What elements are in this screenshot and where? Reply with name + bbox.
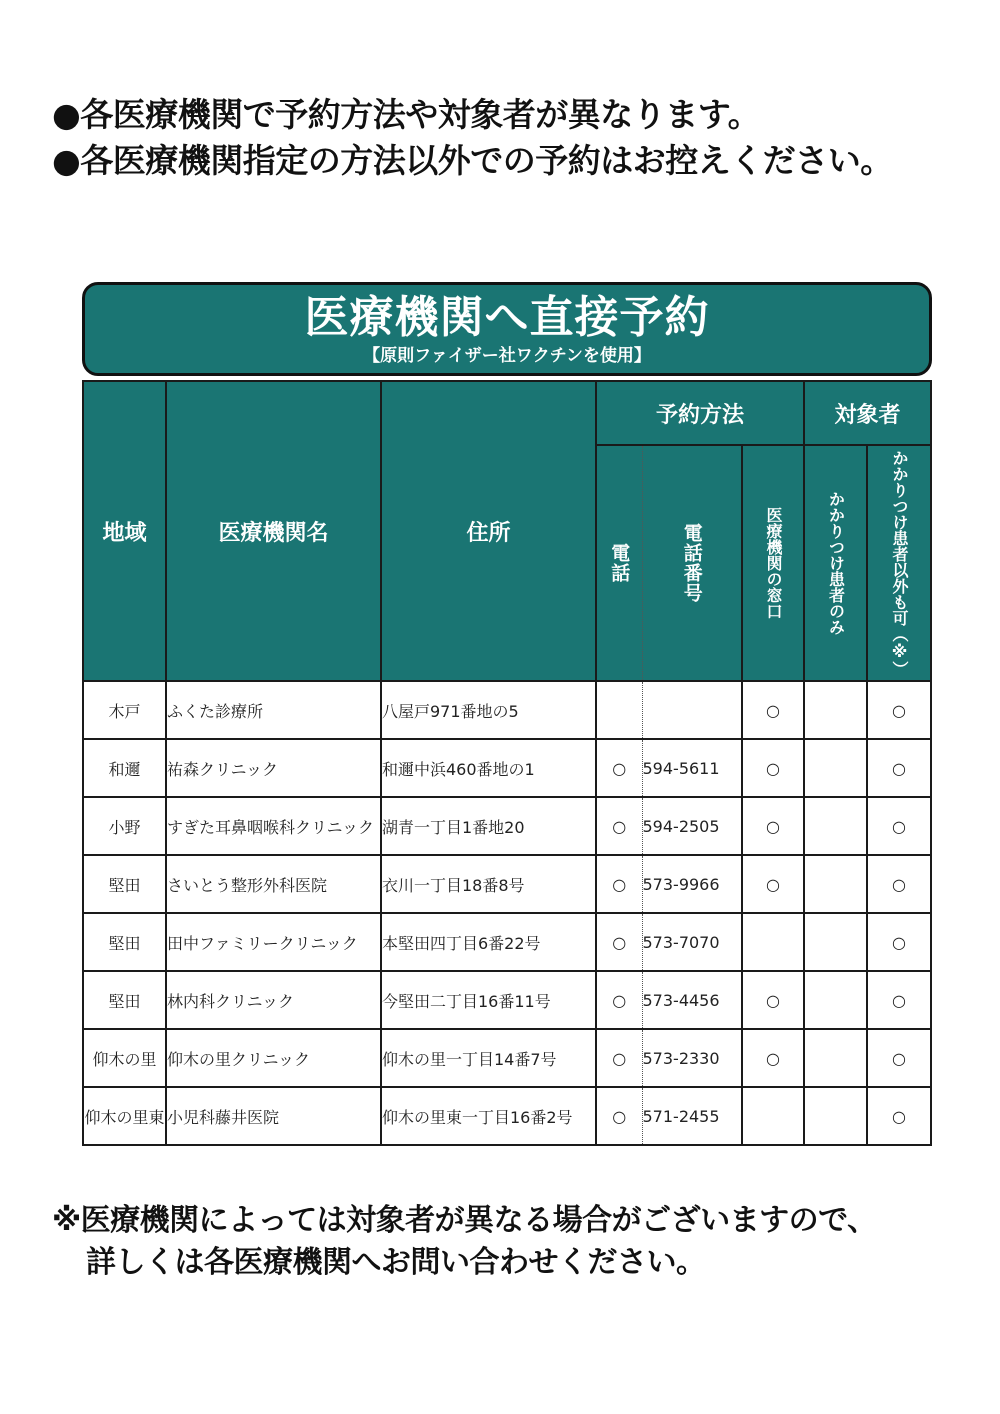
header-non-regular-ok: かかりつけ患者以外も可（※） <box>867 445 931 681</box>
cell-name: さいとう整形外科医院 <box>166 855 381 913</box>
cell-non-regular-ok: ○ <box>867 1029 931 1087</box>
cell-address: 八屋戸971番地の5 <box>381 681 596 739</box>
cell-name: 仰木の里クリニック <box>166 1029 381 1087</box>
table-row <box>83 913 931 971</box>
cell-non-regular-ok: ○ <box>867 971 931 1029</box>
cell-window <box>742 1087 804 1145</box>
cell-name: 祐森クリニック <box>166 739 381 797</box>
cell-phone: ○ <box>596 1029 642 1087</box>
cell-regular-only <box>804 855 867 913</box>
cell-name: 林内科クリニック <box>166 971 381 1029</box>
cell-non-regular-ok: ○ <box>867 913 931 971</box>
cell-window: ○ <box>742 1029 804 1087</box>
cell-region: 和邇 <box>83 739 166 797</box>
table-row <box>83 1087 931 1145</box>
cell-regular-only <box>804 681 867 739</box>
cell-address: 和邇中浜460番地の1 <box>381 739 596 797</box>
header-address: 住所 <box>381 381 596 681</box>
cell-phone-number: 573-7070 <box>642 913 742 971</box>
cell-regular-only <box>804 1087 867 1145</box>
cell-region: 仰木の里 <box>83 1029 166 1087</box>
table-row <box>83 797 931 855</box>
footer-line-1: ※医療機関によっては対象者が異なる場合がございますので、 <box>52 1203 877 1238</box>
cell-name: すぎた耳鼻咽喉科クリニック <box>166 797 381 855</box>
cell-phone-number: 573-4456 <box>642 971 742 1029</box>
header-phone: 電話 <box>596 445 642 681</box>
cell-phone: ○ <box>596 913 642 971</box>
cell-non-regular-ok: ○ <box>867 797 931 855</box>
cell-address: 仰木の里一丁目14番7号 <box>381 1029 596 1087</box>
cell-regular-only <box>804 797 867 855</box>
banner-subtitle: 【原則ファイザー社ワクチンを使用】 <box>363 346 651 366</box>
table-row <box>83 681 931 739</box>
footer-note <box>52 1200 982 1284</box>
cell-window: ○ <box>742 739 804 797</box>
notes <box>52 92 972 184</box>
cell-phone: ○ <box>596 971 642 1029</box>
cell-region: 仰木の里東 <box>83 1087 166 1145</box>
cell-name: 田中ファミリークリニック <box>166 913 381 971</box>
cell-non-regular-ok: ○ <box>867 855 931 913</box>
header-name: 医療機関名 <box>166 381 381 681</box>
cell-phone <box>596 681 642 739</box>
cell-region: 小野 <box>83 797 166 855</box>
note-line-2: ●各医療機関指定の方法以外での予約はお控えください。 <box>52 141 893 180</box>
cell-window: ○ <box>742 971 804 1029</box>
cell-phone-number <box>642 681 742 739</box>
cell-phone-number: 573-2330 <box>642 1029 742 1087</box>
cell-region: 堅田 <box>83 971 166 1029</box>
cell-address: 衣川一丁目18番8号 <box>381 855 596 913</box>
note-line-1: ●各医療機関で予約方法や対象者が異なります。 <box>52 95 761 134</box>
cell-name: 小児科藤井医院 <box>166 1087 381 1145</box>
header-region: 地域 <box>83 381 166 681</box>
cell-phone: ○ <box>596 739 642 797</box>
header-regular-only: かかりつけ患者のみ <box>804 445 867 681</box>
cell-phone-number: 571-2455 <box>642 1087 742 1145</box>
table-row <box>83 739 931 797</box>
cell-name: ふくた診療所 <box>166 681 381 739</box>
cell-window: ○ <box>742 855 804 913</box>
header-phone-number: 電話番号 <box>642 445 742 681</box>
cell-phone-number: 594-5611 <box>642 739 742 797</box>
cell-regular-only <box>804 739 867 797</box>
cell-non-regular-ok: ○ <box>867 681 931 739</box>
table-row <box>83 971 931 1029</box>
cell-region: 木戸 <box>83 681 166 739</box>
banner-title: 医療機関へ直接予約 <box>304 292 710 343</box>
cell-phone: ○ <box>596 797 642 855</box>
section-banner <box>82 282 932 376</box>
cell-region: 堅田 <box>83 913 166 971</box>
cell-address: 湖青一丁目1番地20 <box>381 797 596 855</box>
cell-non-regular-ok: ○ <box>867 739 931 797</box>
cell-address: 仰木の里東一丁目16番2号 <box>381 1087 596 1145</box>
cell-regular-only <box>804 971 867 1029</box>
header-target-group: 対象者 <box>804 381 931 445</box>
cell-non-regular-ok: ○ <box>867 1087 931 1145</box>
cell-phone: ○ <box>596 855 642 913</box>
header-method-group: 予約方法 <box>596 381 804 445</box>
clinic-table <box>82 380 932 1146</box>
cell-address: 本堅田四丁目6番22号 <box>381 913 596 971</box>
cell-regular-only <box>804 1029 867 1087</box>
cell-phone-number: 594-2505 <box>642 797 742 855</box>
table-row <box>83 1029 931 1087</box>
header-window: 医療機関の窓口 <box>742 445 804 681</box>
cell-phone-number: 573-9966 <box>642 855 742 913</box>
cell-address: 今堅田二丁目16番11号 <box>381 971 596 1029</box>
table-row <box>83 855 931 913</box>
cell-region: 堅田 <box>83 855 166 913</box>
cell-window: ○ <box>742 681 804 739</box>
cell-phone: ○ <box>596 1087 642 1145</box>
cell-window: ○ <box>742 797 804 855</box>
cell-regular-only <box>804 913 867 971</box>
cell-window <box>742 913 804 971</box>
footer-line-2: 詳しくは各医療機関へお問い合わせください。 <box>86 1245 706 1280</box>
